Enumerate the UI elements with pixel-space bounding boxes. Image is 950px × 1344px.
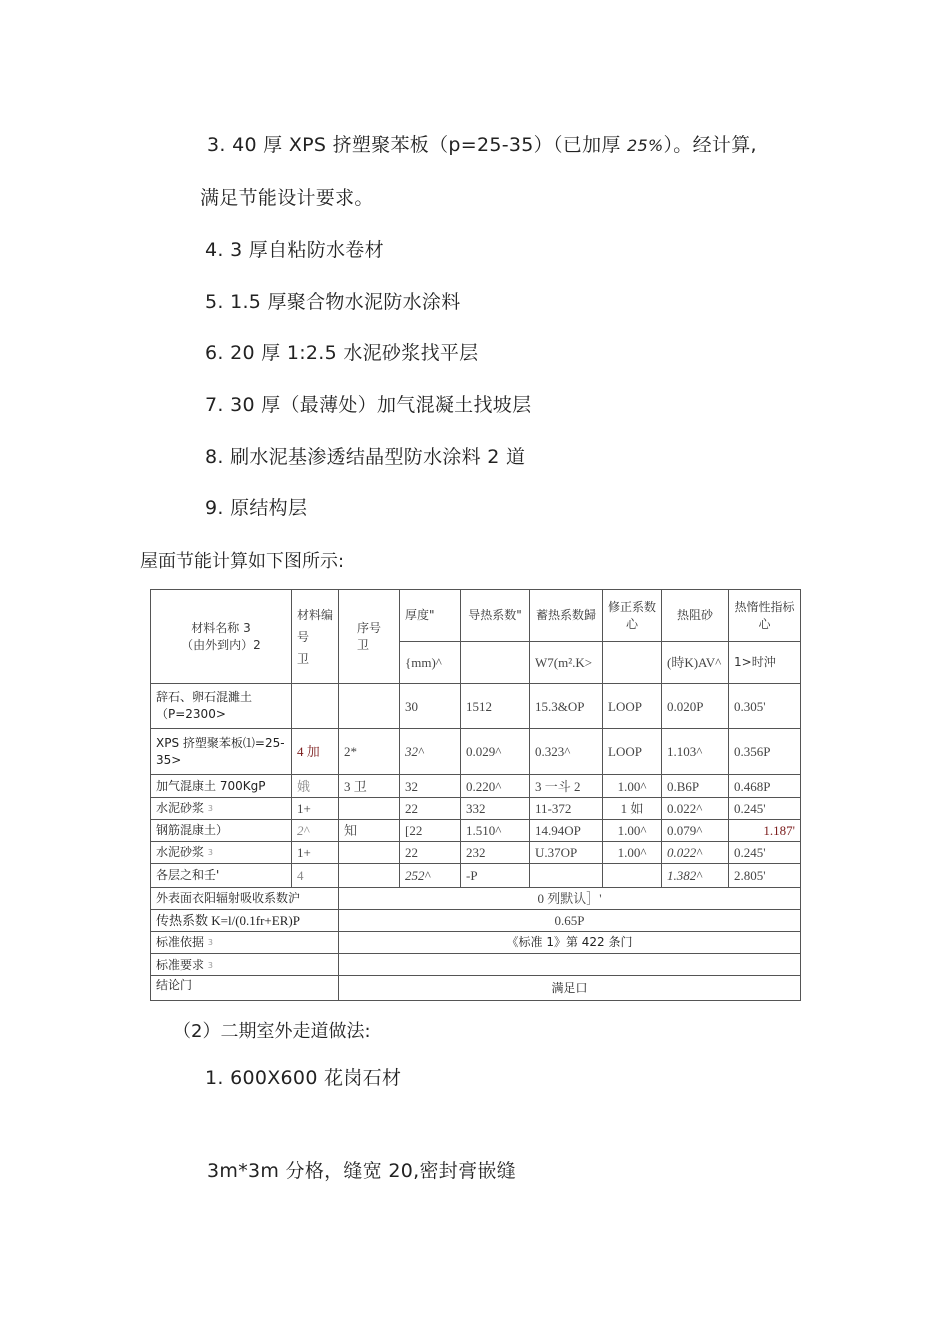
cell-conductivity: 0.029^ <box>461 729 530 775</box>
cell-thickness: 32 <box>400 775 461 798</box>
cell-inertia: 0.245' <box>729 842 801 864</box>
cell-conductivity: 1512 <box>461 684 530 729</box>
summary-value: 0.65P <box>339 910 801 932</box>
cell-inertia: 2.805' <box>729 864 801 888</box>
cell-code: 娥 <box>292 775 339 798</box>
cell-resistance: 1.382^ <box>662 864 729 888</box>
item-3-text: 3. 40 厚 XPS 挤塑聚苯板（p=25-35）（已加厚 <box>207 134 628 156</box>
summary-value <box>339 954 801 976</box>
table-row <box>151 729 801 775</box>
item-3-continuation: 满足节能设计要求。 <box>200 187 374 209</box>
cell-correction: 1.00^ <box>603 842 662 864</box>
header-storage: 蓄热系数歸 <box>530 590 603 642</box>
header-resistance: 热阻砂 <box>662 590 729 642</box>
summary-label: 外表面衣阳辐射吸收系数沪 <box>151 888 339 910</box>
header-resistance-unit: (時K)AV^ <box>662 642 729 684</box>
cell-storage: 11-372 <box>530 798 603 820</box>
cell-seq <box>339 842 400 864</box>
cell-conductivity: 232 <box>461 842 530 864</box>
item-9: 9. 原结构层 <box>205 497 308 519</box>
cell-correction: 1.00^ <box>603 820 662 842</box>
item-3 <box>207 130 757 157</box>
cell-code: 4 <box>292 864 339 888</box>
cell-thickness: 30 <box>400 684 461 729</box>
header-conductivity-unit <box>461 642 530 684</box>
header-material-order-label: （由外到内）2 <box>181 637 261 652</box>
header-inertia: 热惰性指标心 <box>729 590 801 642</box>
table-row <box>151 798 801 820</box>
header-material-code <box>292 590 339 684</box>
cell-material: 各层之和壬' <box>151 864 292 888</box>
cell-seq: 知 <box>339 820 400 842</box>
item-5: 5. 1.5 厚聚合物水泥防水涂料 <box>205 291 461 313</box>
cell-code: 4 加 <box>292 729 339 775</box>
summary-label <box>151 932 339 954</box>
summary-label: 传热系数 K=l/(0.1fr+ER)P <box>151 910 339 932</box>
cell-thickness: 252^ <box>400 864 461 888</box>
cell-material-text: 水泥砂浆 <box>156 845 205 859</box>
section-2-item-1: 1. 600X600 花岗石材 <box>205 1067 402 1089</box>
cell-material: 辞石、卵石混濉土（P=2300> <box>151 684 292 729</box>
summary-label-text: 标准要求 <box>156 958 205 972</box>
cell-conductivity: 1.510^ <box>461 820 530 842</box>
table-row <box>151 775 801 798</box>
cell-resistance: 0.079^ <box>662 820 729 842</box>
table-row <box>151 684 801 729</box>
cell-material <box>151 842 292 864</box>
cell-material: 加气混康土 700KgP <box>151 775 292 798</box>
cell-code <box>292 684 339 729</box>
table-row-total <box>151 864 801 888</box>
cell-material: 钢筋混康土） <box>151 820 292 842</box>
cell-inertia: 0.468P <box>729 775 801 798</box>
cell-material: XPS 挤塑聚苯板⑴=25-35> <box>151 729 292 775</box>
summary-row <box>151 888 801 910</box>
cell-inertia: 0.356P <box>729 729 801 775</box>
summary-row <box>151 932 801 954</box>
cell-inertia: 0.305' <box>729 684 801 729</box>
cell-storage: 0.323^ <box>530 729 603 775</box>
summary-label: 结论门 <box>151 976 339 1001</box>
cell-storage: 14.94OP <box>530 820 603 842</box>
header-seq-label: 序号 <box>357 620 382 635</box>
cell-code: 1+ <box>292 842 339 864</box>
summary-label <box>151 954 339 976</box>
header-row <box>151 590 801 642</box>
item-3-text-end: ）。经计算, <box>663 134 757 156</box>
cell-resistance: 0.020P <box>662 684 729 729</box>
cell-storage <box>530 864 603 888</box>
item-7: 7. 30 厚（最薄处）加气混凝土找坡层 <box>205 394 532 416</box>
summary-value: 满足口 <box>339 976 801 1001</box>
cell-inertia: 0.245' <box>729 798 801 820</box>
cell-correction: LOOP <box>603 684 662 729</box>
cell-conductivity: 332 <box>461 798 530 820</box>
cell-resistance: 0.B6P <box>662 775 729 798</box>
summary-row <box>151 910 801 932</box>
header-inertia-unit: 1>时沖 <box>729 642 801 684</box>
cell-seq <box>339 864 400 888</box>
energy-calculation-table <box>150 589 801 1001</box>
cell-resistance: 1.103^ <box>662 729 729 775</box>
cell-seq: 2* <box>339 729 400 775</box>
item-3-percent: 25% <box>627 136 664 155</box>
footnote-mark: 3 <box>207 804 213 813</box>
cell-storage: 3 一斗 2 <box>530 775 603 798</box>
cell-thickness: [22 <box>400 820 461 842</box>
summary-row <box>151 954 801 976</box>
summary-value: 《标准 1》第 422 条门 <box>339 932 801 954</box>
cell-correction: LOOP <box>603 729 662 775</box>
header-seq <box>339 590 400 684</box>
item-6: 6. 20 厚 1:2.5 水泥砂浆找平层 <box>205 342 479 364</box>
cell-correction: 1.00^ <box>603 775 662 798</box>
table-row <box>151 820 801 842</box>
cell-storage: 15.3&OP <box>530 684 603 729</box>
cell-correction: 1 如 <box>603 798 662 820</box>
cell-correction <box>603 864 662 888</box>
cell-storage: U.37OP <box>530 842 603 864</box>
cell-resistance: 0.022^ <box>662 842 729 864</box>
cell-seq <box>339 684 400 729</box>
section-2-title: （2）二期室外走道做法: <box>173 1021 371 1042</box>
footnote-mark: 3 <box>207 961 213 970</box>
header-conductivity: 导热系数" <box>461 590 530 642</box>
cell-seq <box>339 798 400 820</box>
cell-conductivity: -P <box>461 864 530 888</box>
header-correction-unit <box>603 642 662 684</box>
header-thickness-unit: {mm)^ <box>400 642 461 684</box>
header-material-name <box>151 590 292 684</box>
footnote-mark: 3 <box>207 938 213 947</box>
cell-conductivity: 0.220^ <box>461 775 530 798</box>
cell-code: 1+ <box>292 798 339 820</box>
header-thickness: 厚度" <box>400 590 461 642</box>
item-4: 4. 3 厚自粘防水卷材 <box>205 239 384 261</box>
cell-resistance: 0.022^ <box>662 798 729 820</box>
header-correction: 修正系数心 <box>603 590 662 642</box>
header-seq-sub: 卫 <box>357 637 370 652</box>
header-material-code-label: 材料编号 <box>297 607 334 644</box>
summary-value: 0 列默认］' <box>339 888 801 910</box>
table-row <box>151 842 801 864</box>
header-material-code-sub: 卫 <box>297 651 310 666</box>
section-2-item-1-continuation: 3m*3m 分格，缝宽 20,密封膏嵌缝 <box>207 1160 516 1182</box>
cell-code: 2^ <box>292 820 339 842</box>
cell-inertia: 1.187' <box>729 820 801 842</box>
header-material-name-label: 材料名称 3 <box>191 620 251 635</box>
cell-seq: 3 卫 <box>339 775 400 798</box>
cell-thickness: 32^ <box>400 729 461 775</box>
footnote-mark: 3 <box>207 848 213 857</box>
cell-material-text: 水泥砂浆 <box>156 801 205 815</box>
table-caption: 屋面节能计算如下图所示: <box>140 551 345 572</box>
cell-material <box>151 798 292 820</box>
header-storage-unit: W7(m².K> <box>530 642 603 684</box>
cell-thickness: 22 <box>400 798 461 820</box>
summary-row <box>151 976 801 1001</box>
item-8: 8. 刷水泥基渗透结晶型防水涂料 2 道 <box>205 446 526 468</box>
cell-thickness: 22 <box>400 842 461 864</box>
summary-label-text: 标准依据 <box>156 935 205 949</box>
